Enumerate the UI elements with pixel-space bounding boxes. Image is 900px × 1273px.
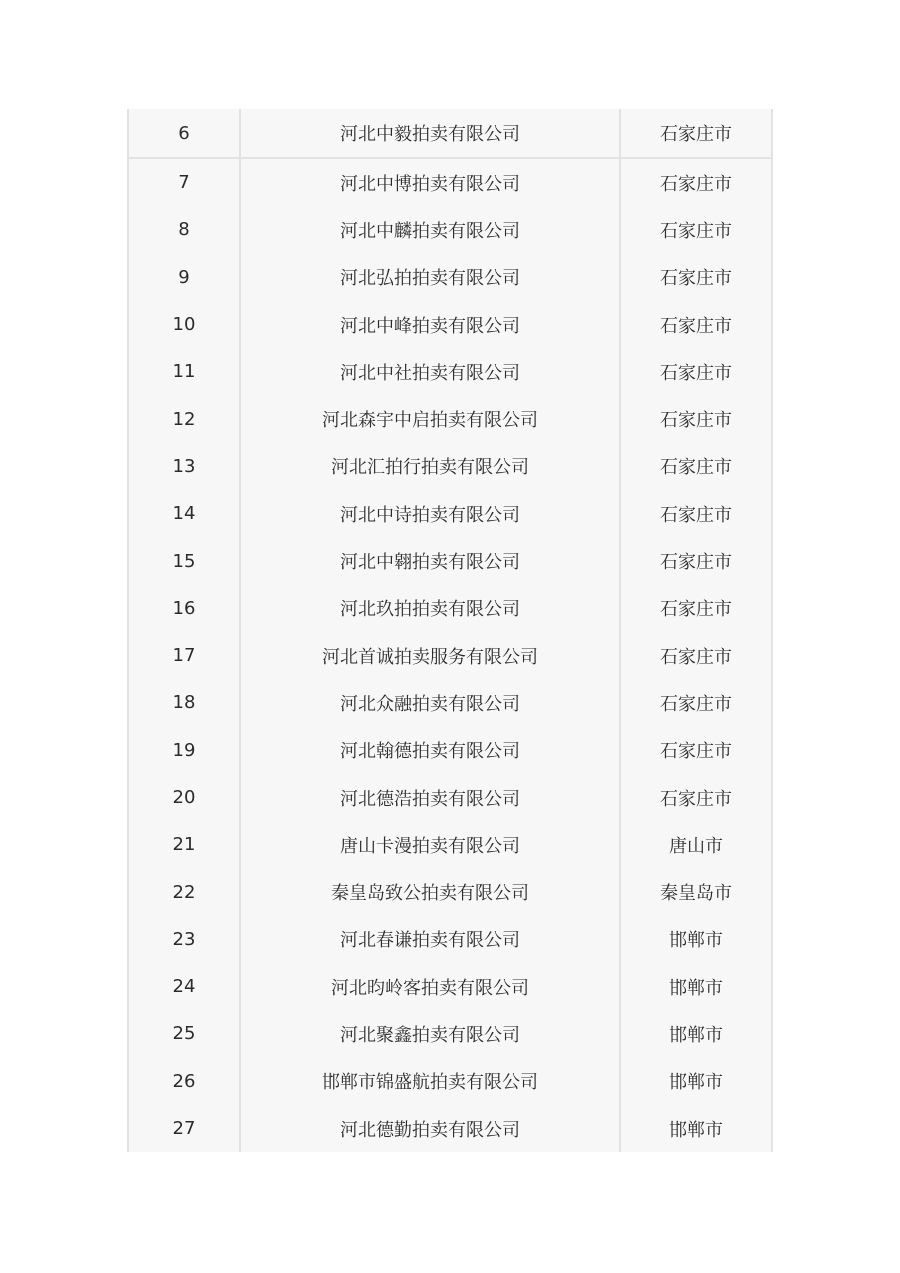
table-row xyxy=(129,963,771,1010)
city-name: 石家庄市 xyxy=(660,552,732,574)
company-name: 河北德勤拍卖有限公司 xyxy=(241,1105,621,1152)
table-row xyxy=(129,774,771,821)
row-number: 27 xyxy=(129,1105,241,1152)
table-row xyxy=(129,632,771,679)
table-row xyxy=(129,159,771,206)
company-name: 河北中博拍卖有限公司 xyxy=(241,159,621,206)
row-number: 18 xyxy=(129,679,241,726)
city-name: 秦皇岛市 xyxy=(660,883,732,905)
city-name: 石家庄市 xyxy=(660,268,732,290)
company-name: 河北昀岭客拍卖有限公司 xyxy=(241,963,621,1010)
row-number: 16 xyxy=(129,585,241,632)
company-name: 河北中麟拍卖有限公司 xyxy=(241,206,621,253)
city-name: 石家庄市 xyxy=(660,410,732,432)
table-row xyxy=(129,490,771,537)
company-name: 河北中毅拍卖有限公司 xyxy=(241,109,621,157)
city-name: 石家庄市 xyxy=(660,173,732,195)
table-row xyxy=(129,821,771,868)
company-name: 河北弘拍拍卖有限公司 xyxy=(241,254,621,301)
city-name: 邯郸市 xyxy=(669,1024,723,1046)
company-name: 河北聚鑫拍卖有限公司 xyxy=(241,1010,621,1057)
company-name: 河北春谦拍卖有限公司 xyxy=(241,916,621,963)
city-name: 石家庄市 xyxy=(660,504,732,526)
company-name: 河北众融拍卖有限公司 xyxy=(241,679,621,726)
row-number: 8 xyxy=(129,206,241,253)
row-number: 9 xyxy=(129,254,241,301)
city-name: 唐山市 xyxy=(669,835,723,857)
row-number: 6 xyxy=(129,109,241,157)
table-row xyxy=(129,395,771,442)
city-name: 石家庄市 xyxy=(660,788,732,810)
row-number: 12 xyxy=(129,395,241,442)
city-name: 邯郸市 xyxy=(669,1119,723,1141)
table-row xyxy=(129,301,771,348)
row-number: 23 xyxy=(129,916,241,963)
company-name: 河北森宇中启拍卖有限公司 xyxy=(241,395,621,442)
table-row xyxy=(129,868,771,915)
row-number: 21 xyxy=(129,821,241,868)
city-name: 石家庄市 xyxy=(660,124,732,145)
row-number: 20 xyxy=(129,774,241,821)
table-row xyxy=(129,443,771,490)
row-number: 19 xyxy=(129,727,241,774)
row-number: 24 xyxy=(129,963,241,1010)
row-number: 7 xyxy=(129,159,241,206)
table-row xyxy=(129,1010,771,1057)
row-number: 26 xyxy=(129,1058,241,1105)
table-row xyxy=(129,585,771,632)
company-name: 河北中社拍卖有限公司 xyxy=(241,348,621,395)
company-name: 唐山卡漫拍卖有限公司 xyxy=(241,821,621,868)
table-row xyxy=(129,254,771,301)
row-number: 17 xyxy=(129,632,241,679)
table-row xyxy=(129,537,771,584)
table-row xyxy=(129,348,771,395)
city-name: 石家庄市 xyxy=(660,646,732,668)
table-row xyxy=(129,1058,771,1105)
table-row xyxy=(129,109,771,159)
table-row xyxy=(129,727,771,774)
city-name: 石家庄市 xyxy=(660,315,732,337)
company-name: 河北翰德拍卖有限公司 xyxy=(241,727,621,774)
city-name: 邯郸市 xyxy=(669,930,723,952)
company-name: 河北汇拍行拍卖有限公司 xyxy=(241,443,621,490)
table-row xyxy=(129,1105,771,1152)
company-name: 邯郸市锦盛航拍卖有限公司 xyxy=(241,1058,621,1105)
city-name: 石家庄市 xyxy=(660,457,732,479)
auction-company-table xyxy=(127,109,773,1152)
city-name: 邯郸市 xyxy=(669,1072,723,1094)
row-number: 13 xyxy=(129,443,241,490)
row-number: 11 xyxy=(129,348,241,395)
row-number: 22 xyxy=(129,868,241,915)
company-name: 河北中翱拍卖有限公司 xyxy=(241,537,621,584)
company-name: 河北德浩拍卖有限公司 xyxy=(241,774,621,821)
city-name: 石家庄市 xyxy=(660,220,732,242)
table-row xyxy=(129,916,771,963)
company-name: 河北玖拍拍卖有限公司 xyxy=(241,585,621,632)
company-name: 河北中诗拍卖有限公司 xyxy=(241,490,621,537)
city-name: 石家庄市 xyxy=(660,741,732,763)
company-name: 秦皇岛致公拍卖有限公司 xyxy=(241,868,621,915)
city-name: 邯郸市 xyxy=(669,977,723,999)
row-number: 10 xyxy=(129,301,241,348)
city-name: 石家庄市 xyxy=(660,362,732,384)
company-name: 河北中峰拍卖有限公司 xyxy=(241,301,621,348)
table-row xyxy=(129,206,771,253)
company-name: 河北首诚拍卖服务有限公司 xyxy=(241,632,621,679)
row-number: 15 xyxy=(129,537,241,584)
city-name: 石家庄市 xyxy=(660,599,732,621)
city-name: 石家庄市 xyxy=(660,693,732,715)
row-number: 14 xyxy=(129,490,241,537)
table-row xyxy=(129,679,771,726)
row-number: 25 xyxy=(129,1010,241,1057)
